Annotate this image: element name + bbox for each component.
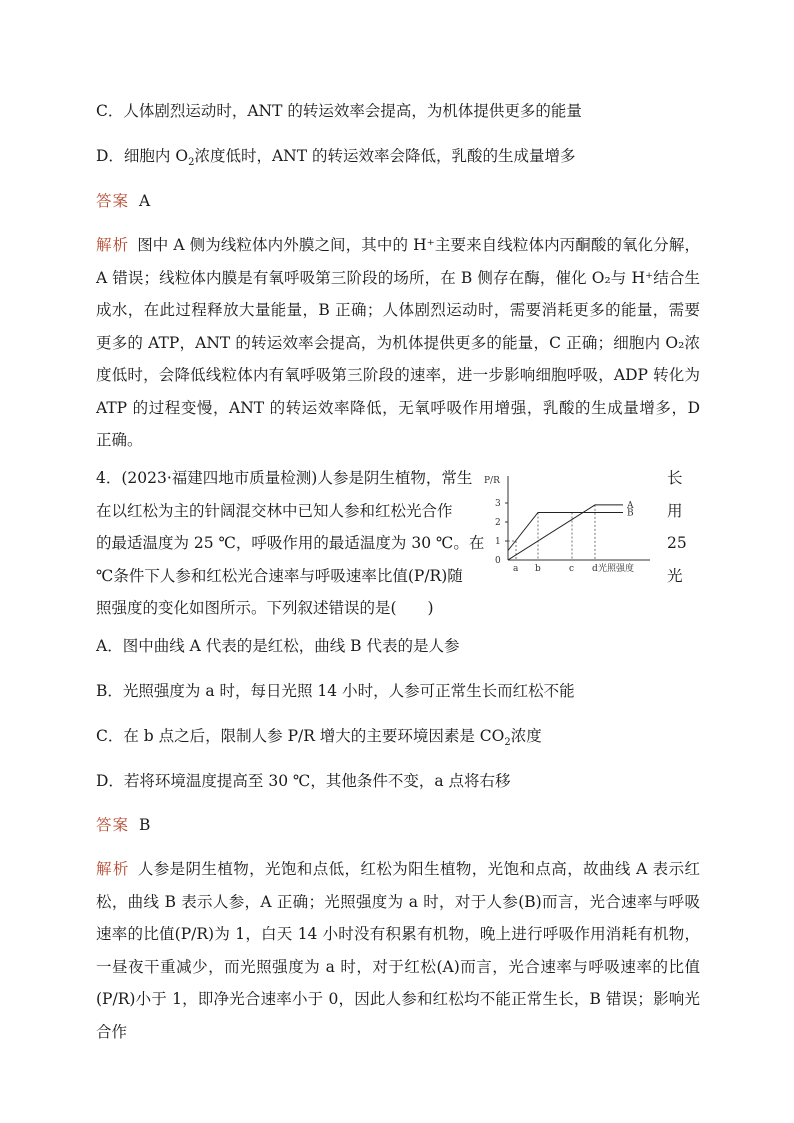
analysis-text: 人参是阴生植物，光饱和点低，红松为阳生植物，光饱和点高，故曲线 A 表示红松，曲线 B 表示人参，A 正确；光照强度为 a 时，对于人参(B)而言，光合速率与呼吸速率的比值(P/R)为 1，白天 14 小时没有积累有机物，晚上进行呼吸作用消耗有机物，一昼夜干重减少，而光照强度为 a 时，对于红松(A)而言，光合速率与呼吸速率的比值(P/R)小于 1，即净光合速率小于 0，因此人参和红松均不能正常生长，B 错误；影响光合作 <box>96 860 700 1041</box>
q4-row: 照强度的变化如图所示。下列叙述错误的是( ) <box>96 599 434 617</box>
q4-option-c-sub: 2 <box>504 737 511 749</box>
answer-label: 答案 <box>96 192 130 210</box>
answer-1 <box>96 191 150 211</box>
answer-2 <box>96 815 150 835</box>
question-4-right-column <box>667 462 687 592</box>
answer-value: A <box>139 192 151 210</box>
x-tick-label: a <box>513 564 519 574</box>
q4-option-c-post: 浓度 <box>510 727 542 745</box>
analysis-1 <box>96 229 700 457</box>
series-line-B <box>508 513 623 551</box>
series-line-A <box>508 505 623 560</box>
option-d-post: 浓度低时，ANT 的转运效率会降低，乳酸的生成量增多 <box>194 147 576 165</box>
x-axis-label: 光照强度 <box>598 564 635 574</box>
series-label-B: B <box>627 508 634 519</box>
question-4-body <box>96 462 484 625</box>
y-tick-label: 2 <box>495 518 501 528</box>
q4-row: ℃条件下人参和红松光合速率与呼吸速率比值(P/R)随 <box>96 566 463 585</box>
pr-light-chart <box>478 470 658 580</box>
q4-option-c-pre: C．在 b 点之后，限制人参 P/R 增大的主要环境因素是 CO <box>96 727 505 745</box>
q4-right-fragment: 用 <box>667 501 683 520</box>
analysis-text: 图中 A 侧为线粒体内外膜之间，其中的 H⁺主要来自线粒体内丙酮酸的氧化分解，A 错误；线粒体内膜是有氧呼吸第三阶段的场所，在 B 侧存在酶，催化 O₂与 H⁺结合生成水，在此过程释放大量能量，B 正确；人体剧烈运动时，需要消耗更多的能量，需要更多的 ATP，ANT 的转运效率会提高，为机体提供更多的能量，C 正确；细胞内 O₂浓度低时，会降低线粒体内有氧呼吸第三阶段的速率，进一步影响细胞呼吸，ADP 转化为 ATP 的过程变慢，ANT 的转运效率降低，无氧呼吸作用增强，乳酸的生成量增多，D 正确。 <box>96 236 700 449</box>
x-tick-label: b <box>535 564 541 574</box>
y-tick-label: 1 <box>495 537 501 547</box>
q4-option-c <box>96 726 542 753</box>
answer-label: 答案 <box>96 816 130 834</box>
q4-row: 的最适温度为 25 ℃，呼吸作用的最适温度为 30 ℃。在 <box>96 534 485 552</box>
q4-option-d: D．若将环境温度提高至 30 ℃，其他条件不变，a 点将右移 <box>96 772 511 790</box>
option-d-text <box>96 146 575 173</box>
analysis-label: 解析 <box>96 860 130 878</box>
series-label-A: A <box>627 500 634 511</box>
option-d-sub: 2 <box>188 157 195 169</box>
q4-right-fragment: 25 <box>667 534 687 552</box>
option-c-text: C．人体剧烈运动时，ANT 的转运效率会提高，为机体提供更多的能量 <box>96 102 582 120</box>
q4-option-a: A．图中曲线 A 代表的是红松，曲线 B 代表的是人参 <box>96 637 460 655</box>
q4-row: 4．(2023·福建四地市质量检测)人参是阴生植物，常生 <box>96 469 473 487</box>
y-tick-label: 3 <box>495 499 501 509</box>
analysis-2 <box>96 853 700 1048</box>
y-tick-label: 0 <box>495 556 501 566</box>
analysis-label: 解析 <box>96 236 130 254</box>
q4-option-b: B．光照强度为 a 时，每日光照 14 小时，人参可正常生长而红松不能 <box>96 682 575 700</box>
y-axis-label: P/R <box>484 476 500 486</box>
option-d-pre: D．细胞内 O <box>96 147 189 165</box>
q4-right-fragment: 光 <box>667 566 683 585</box>
q4-right-fragment: 长 <box>667 469 683 487</box>
x-tick-label: d <box>592 564 598 574</box>
x-tick-label: c <box>569 564 575 574</box>
q4-row: 在以红松为主的针阔混交林中已知人参和红松光合作 <box>96 501 453 520</box>
answer-value: B <box>139 816 151 834</box>
